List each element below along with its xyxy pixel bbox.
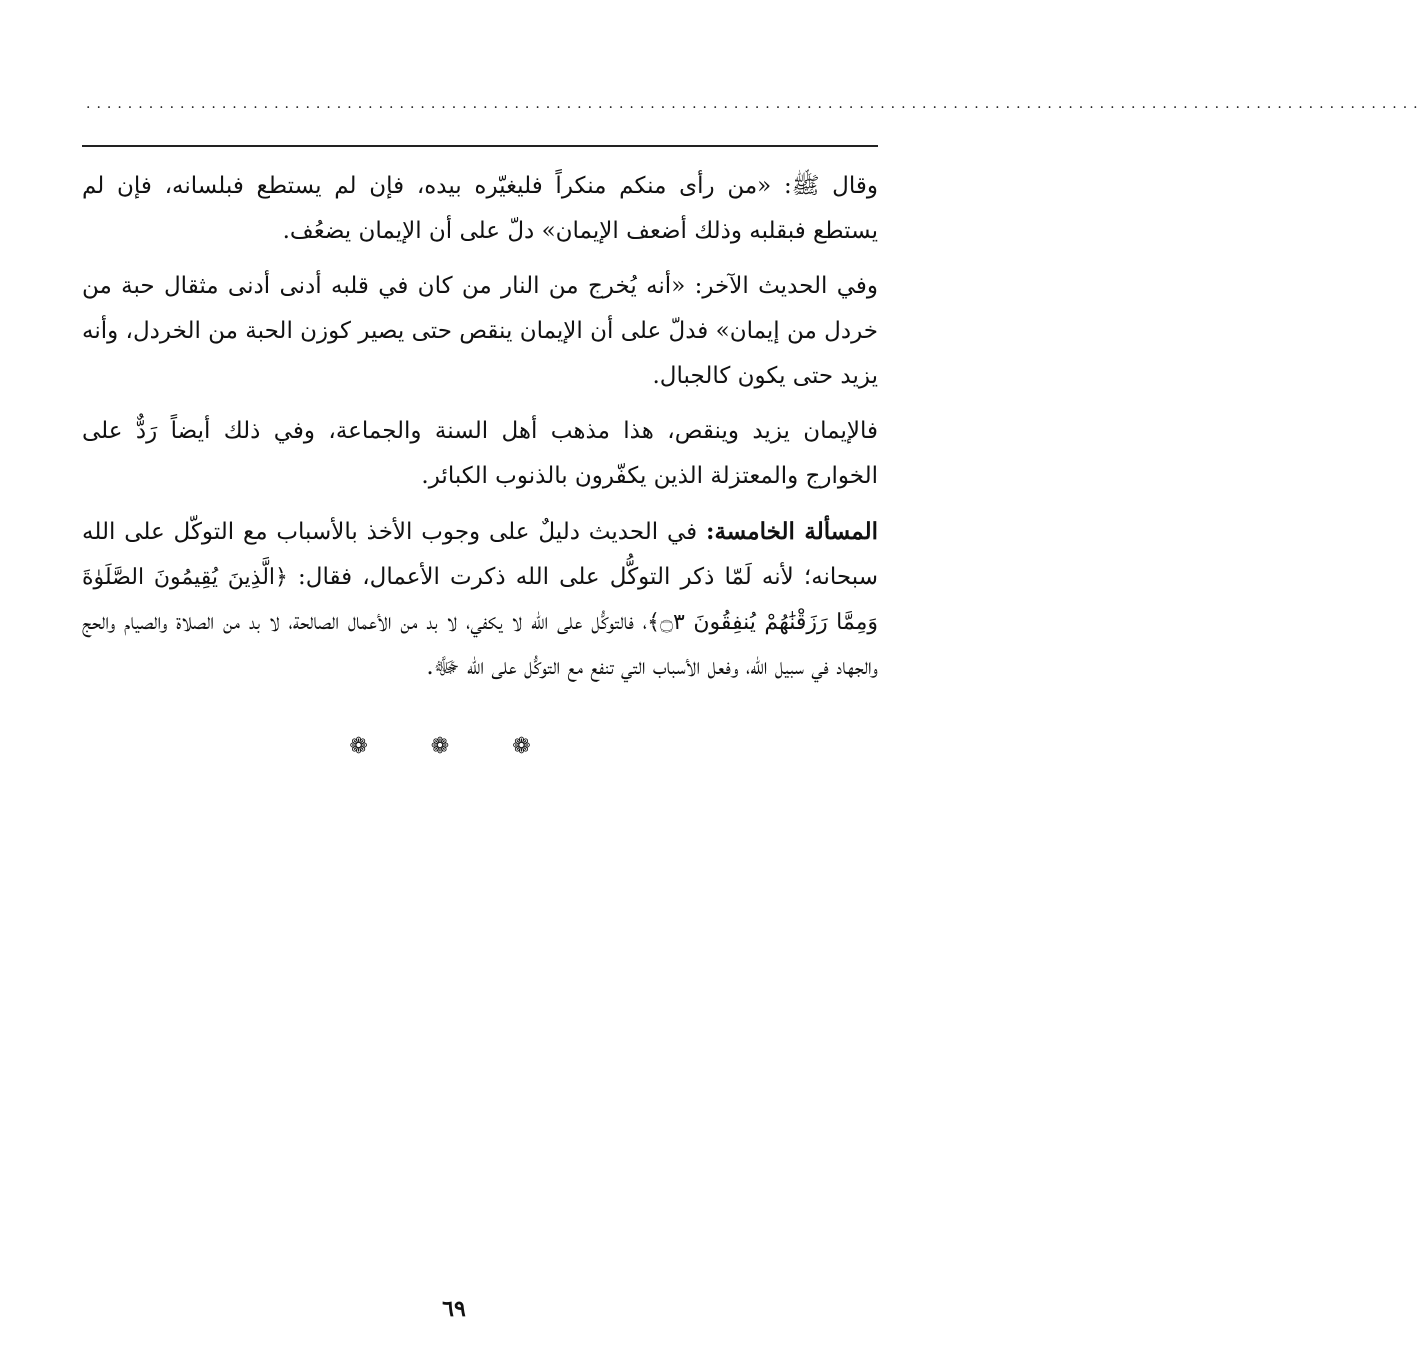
section-divider-stars: ❁ ❁ ❁ (349, 734, 559, 759)
section-heading: المسألة الخامسة: (705, 518, 878, 545)
paragraph-faith-increases-decreases: فالإيمان يزيد وينقص، هذا مذهب أهل السنة والجماعة، وفي ذلك أيضاً رَدٌّ على الخوارج والمعتزلة الذين يكفّرون بالذنوب الكبائر. (82, 418, 878, 489)
paragraph-fifth-issue (82, 509, 878, 690)
paragraph-hadith-change-evil: وقال ﷺ: «من رأى منكم منكراً فليغيّره بيده، فإن لم يستطع فبلسانه، فإن لم يستطع فبقلبه وذلك أضعف الإيمان» دلّ على أن الإيمان يضعُف. (82, 173, 878, 244)
dot-leader: ................................................................................................................................ (86, 96, 1424, 112)
body-text (82, 164, 878, 700)
header-rule (82, 145, 878, 147)
paragraph-text-after-verse: ، فالتوكُّل على الله لا يكفي، لا بد من الأعمال الصالحة، لا بد من الصلاة والصيام والحج والجهاد في سبيل الله، وفعل الأسباب التي تنفع مع التوكُّل على الله ﷻ. (82, 609, 878, 680)
quran-verse: ﴿الَّذِينَ يُقِيمُونَ الصَّلَوٰةَ وَمِمَّا رَزَقْنَٰهُمْ يُنفِقُونَ ۝٣﴾ (82, 565, 878, 635)
paragraph-text-before-verse: في الحديث دليلٌ على وجوب الأخذ بالأسباب مع التوكّل على الله سبحانه؛ لأنه لَمّا ذكر التوكُّل على الله ذكرت الأعمال، فقال: (82, 519, 878, 590)
paragraph-hadith-mustard-seed: وفي الحديث الآخر: «أنه يُخرج من النار من كان في قلبه أدنى أدنى مثقال حبة من خردل من إيمان» فدلّ على أن الإيمان ينقص حتى يصير كوزن الحبة من الخردل، وأنه يزيد حتى يكون كالجبال. (82, 273, 878, 389)
page-number: ٦٩ (442, 1296, 466, 1322)
